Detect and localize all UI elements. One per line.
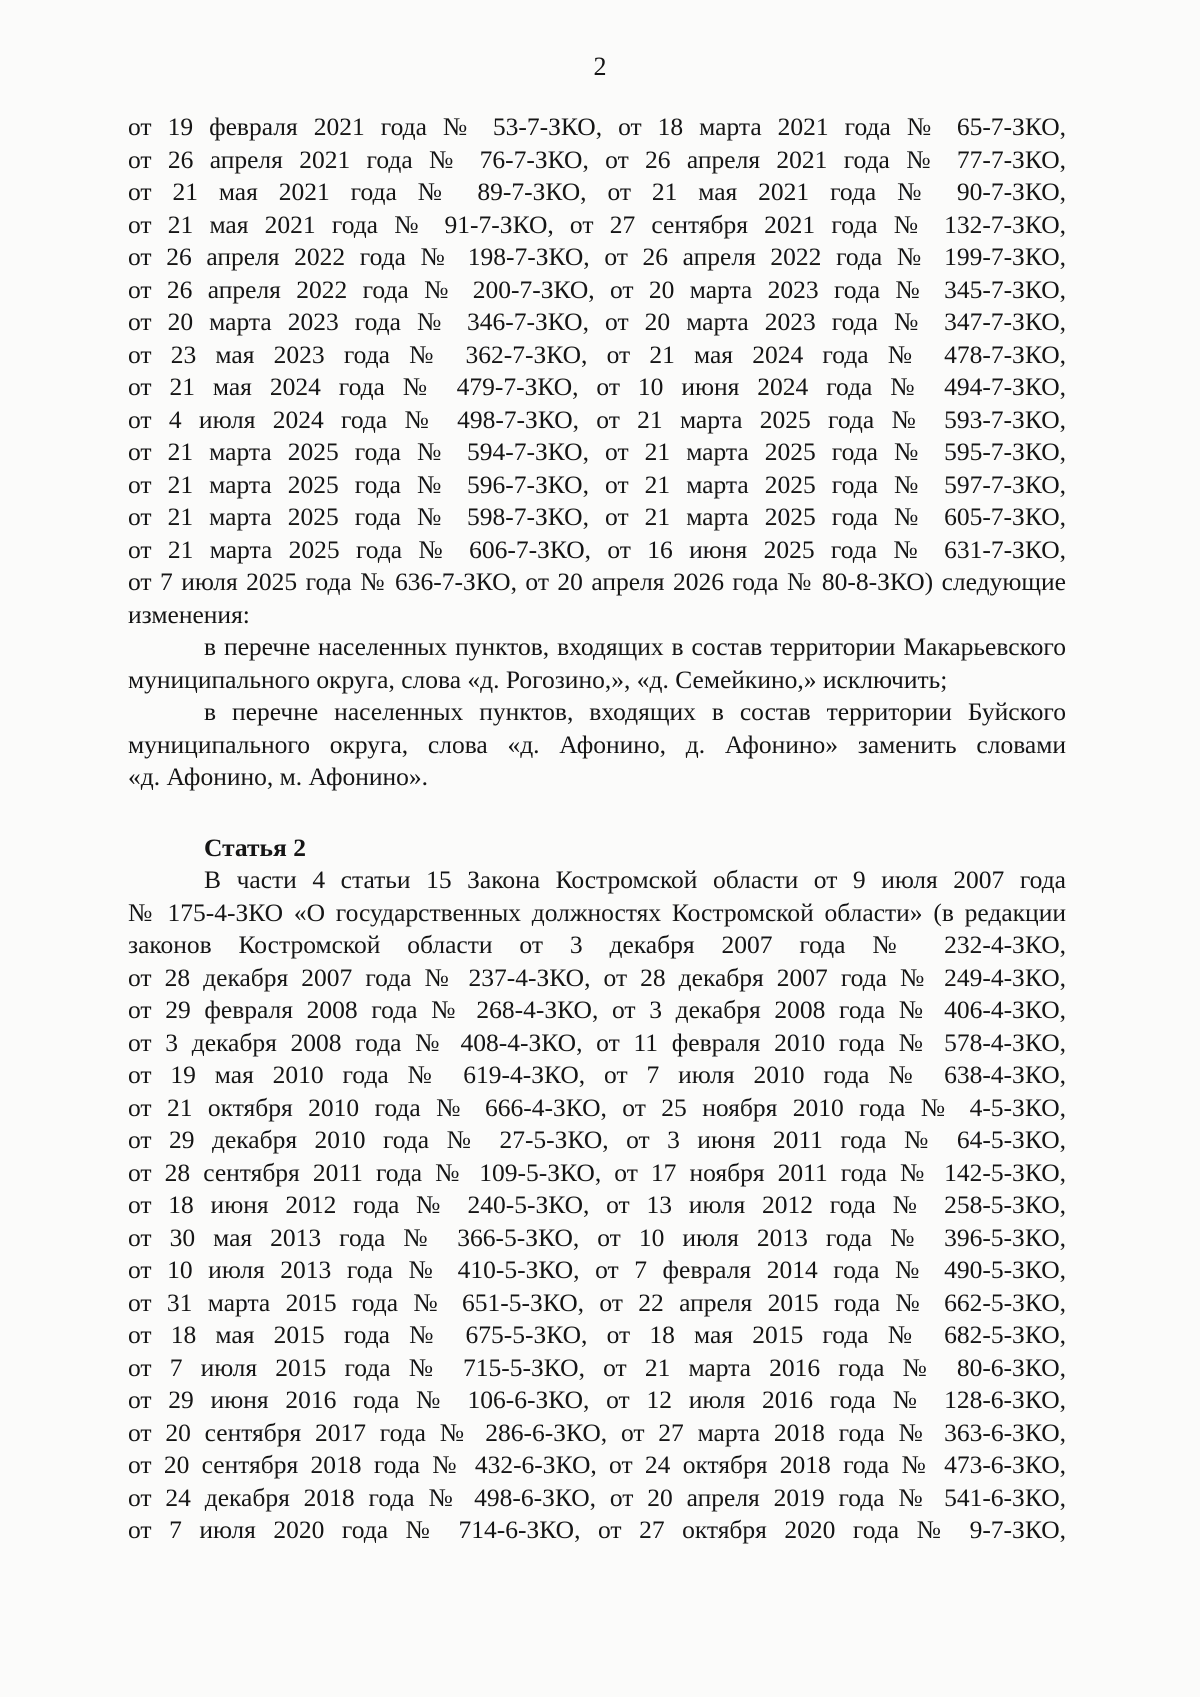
text-line: муниципального округа, слова «д. Афонино, д. Афонино» заменить словами [128,729,1066,759]
paragraph-amendment-list [128,111,1066,631]
text-line: от 29 февраля 2008 года № 268-4-ЗКО, от 3 декабря 2008 года № 406-4-ЗКО, [128,995,1066,1024]
text-line: от 21 марта 2025 года № 596-7-ЗКО, от 21 марта 2025 года № 597-7-ЗКО, [128,469,1066,499]
text-line: от 21 марта 2025 года № 606-7-ЗКО, от 16 июня 2025 года № 631-7-ЗКО, [128,534,1066,564]
text-line: от 19 февраля 2021 года № 53-7-ЗКО, от 18 марта 2021 года № 65-7-ЗКО, [128,112,1066,141]
text-line: от 29 июня 2016 года № 106-6-ЗКО, от 12 июля 2016 года № 128-6-ЗКО, [128,1385,1066,1414]
text-line: от 7 июля 2015 года № 715-5-ЗКО, от 21 марта 2016 года № 80-6-ЗКО, [128,1352,1066,1382]
text-line: В части 4 статьи 15 Закона Костромской области от 9 июля 2007 года [204,865,1066,894]
text-line: от 18 мая 2015 года № 675-5-ЗКО, от 18 мая 2015 года № 682-5-ЗКО, [128,1320,1066,1349]
text-line: от 21 мая 2021 года № 89-7-ЗКО, от 21 мая 2021 года № 90-7-ЗКО, [128,177,1066,206]
text-line: от 26 апреля 2021 года № 76-7-ЗКО, от 26 апреля 2021 года № 77-7-ЗКО, [128,144,1066,174]
article-heading: Статья 2 [204,832,306,862]
text-line: от 7 июля 2020 года № 714-6-ЗКО, от 27 октября 2020 года № 9-7-ЗКО, [128,1515,1066,1544]
text-line: от 10 июля 2013 года № 410-5-ЗКО, от 7 февраля 2014 года № 490-5-ЗКО, [128,1255,1066,1284]
paragraph-article-2 [128,864,1066,1547]
page-number: 2 [593,52,607,81]
text-line: от 21 марта 2025 года № 594-7-ЗКО, от 21 марта 2025 года № 595-7-ЗКО, [128,437,1066,466]
text-line: от 26 апреля 2022 года № 198-7-ЗКО, от 26 апреля 2022 года № 199-7-ЗКО, [128,242,1066,271]
text-line: от 28 декабря 2007 года № 237-4-ЗКО, от 28 декабря 2007 года № 249-4-ЗКО, [128,962,1066,992]
text-line: законов Костромской области от 3 декабря 2007 года № 232-4-ЗКО, [128,930,1066,959]
text-line: от 28 сентября 2011 года № 109-5-ЗКО, от 17 ноября 2011 года № 142-5-ЗКО, [128,1157,1066,1187]
text-line: от 3 декабря 2008 года № 408-4-ЗКО, от 11 февраля 2010 года № 578-4-ЗКО, [128,1027,1066,1057]
paragraph-makaryevsky [128,631,1066,696]
text-line: от 21 октября 2010 года № 666-4-ЗКО, от 25 ноября 2010 года № 4-5-ЗКО, [128,1092,1066,1122]
text-line: от 31 марта 2015 года № 651-5-ЗКО, от 22 апреля 2015 года № 662-5-ЗКО, [128,1287,1066,1317]
section-spacer [128,794,1066,832]
text-line: от 7 июля 2025 года № 636-7-ЗКО, от 20 апреля 2026 года № 80-8-ЗКО) следующие [128,567,1066,596]
text-line: от 4 июля 2024 года № 498-7-ЗКО, от 21 марта 2025 года № 593-7-ЗКО, [128,404,1066,434]
text-line: в перечне населенных пунктов, входящих в состав территории Макарьевского [204,632,1066,661]
paragraph-buysky [128,696,1066,794]
text-line: от 24 декабря 2018 года № 498-6-ЗКО, от 20 апреля 2019 года № 541-6-ЗКО, [128,1482,1066,1512]
text-line: от 21 мая 2024 года № 479-7-ЗКО, от 10 июня 2024 года № 494-7-ЗКО, [128,372,1066,401]
text-line: изменения: [128,599,250,629]
text-line: от 18 июня 2012 года № 240-5-ЗКО, от 13 июля 2012 года № 258-5-ЗКО, [128,1190,1066,1219]
text-line: от 29 декабря 2010 года № 27-5-ЗКО, от 3 июня 2011 года № 64-5-ЗКО, [128,1125,1066,1154]
text-line: от 19 мая 2010 года № 619-4-ЗКО, от 7 июля 2010 года № 638-4-ЗКО, [128,1060,1066,1089]
text-line: от 20 сентября 2017 года № 286-6-ЗКО, от 27 марта 2018 года № 363-6-ЗКО, [128,1417,1066,1447]
text-line: от 21 мая 2021 года № 91-7-ЗКО, от 27 сентября 2021 года № 132-7-ЗКО, [128,209,1066,239]
text-line: от 30 мая 2013 года № 366-5-ЗКО, от 10 июля 2013 года № 396-5-ЗКО, [128,1222,1066,1252]
text-line: от 21 марта 2025 года № 598-7-ЗКО, от 21 марта 2025 года № 605-7-ЗКО, [128,502,1066,531]
text-line: в перечне населенных пунктов, входящих в состав территории Буйского [204,697,1066,726]
text-line: муниципального округа, слова «д. Рогозино,», «д. Семейкино,» исключить; [128,664,948,694]
text-line: от 26 апреля 2022 года № 200-7-ЗКО, от 20 марта 2023 года № 345-7-ЗКО, [128,274,1066,304]
text-line: от 20 сентября 2018 года № 432-6-ЗКО, от 24 октября 2018 года № 473-6-ЗКО, [128,1450,1066,1479]
document-body [128,111,1066,1547]
text-line: от 23 мая 2023 года № 362-7-ЗКО, от 21 мая 2024 года № 478-7-ЗКО, [128,339,1066,369]
text-line: от 20 марта 2023 года № 346-7-ЗКО, от 20 марта 2023 года № 347-7-ЗКО, [128,307,1066,336]
text-line: «д. Афонино, м. Афонино». [128,762,429,791]
text-line: № 175-4-ЗКО «О государственных должностях Костромской области» (в редакции [128,897,1066,927]
